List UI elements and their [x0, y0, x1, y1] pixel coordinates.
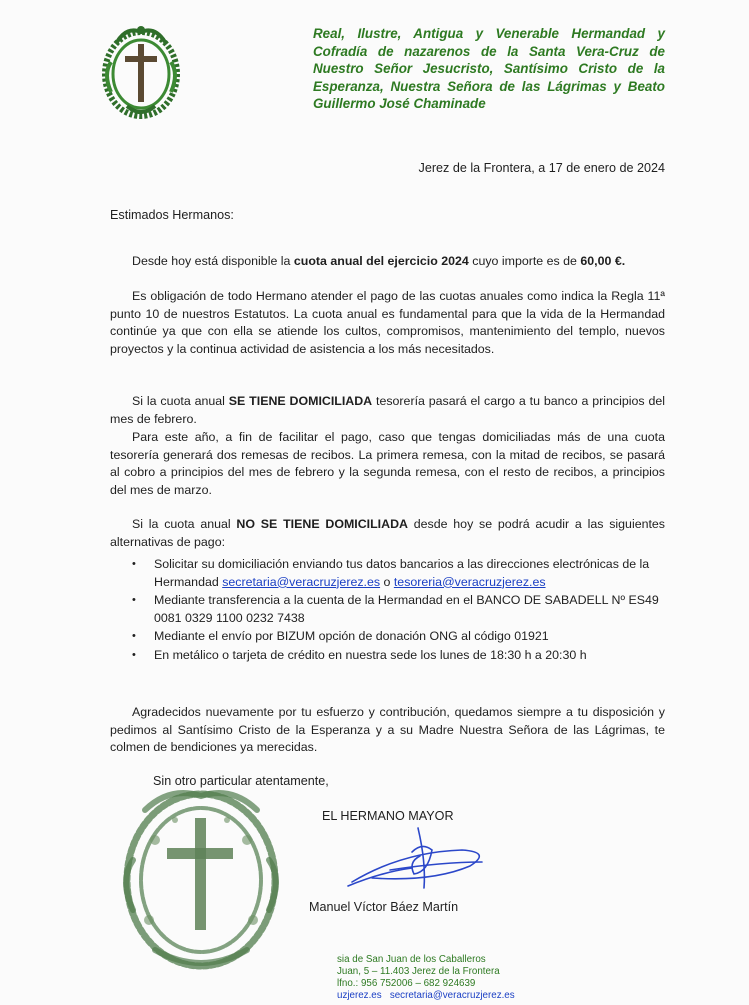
footer-line-4: uzjerez.es secretaria@veracruzjerez.es: [337, 990, 515, 1001]
list-item: • En metálico o tarjeta de crédito en nuestra sede los lunes de 18:30 h a 20:30 h: [110, 647, 665, 665]
footer-address: [337, 954, 515, 1002]
tesoreria-email-link[interactable]: tesoreria@veracruzjerez.es: [393, 574, 546, 589]
salutation: Estimados Hermanos:: [110, 208, 234, 222]
paragraph-thanks: Agradecidos nuevamente por tu esfuerzo y contribución, quedamos siempre a tu disposición y pedimos al Santísimo Cristo de la Esperanza y a su Madre Nuestra Señora de las Lágrimas, te colmen de bendiciones ya merecidas.: [110, 705, 665, 755]
bullet-icon: •: [132, 558, 136, 570]
bullet-icon: •: [132, 594, 136, 607]
role-label: EL HERMANO MAYOR: [322, 809, 454, 823]
secretaria-email-link[interactable]: secretaria@veracruzjerez.es: [222, 574, 381, 589]
paragraph-domiciled: Si la cuota anual SE TIENE DOMICILIADA tesorería pasará el cargo a tu banco a principios del mes de febrero.: [110, 394, 666, 426]
payment-options-list: [110, 556, 665, 666]
list-item: • Mediante transferencia a la cuenta de la Hermandad en el BANCO DE SABADELL Nº ES49 0081 0329 1100 0232 7438: [132, 593, 659, 625]
brotherhood-title: Real, Ilustre, Antigua y Venerable Hermandad y Cofradía de nazarenos de la Santa Vera-Cruz de Nuestro Señor Jesucristo, Santísimo Cristo de la Esperanza, Nuestra Señora de las Lágrimas y Beato Guillermo José Chaminade: [313, 26, 665, 112]
brotherhood-seal-stamp-icon: [115, 780, 287, 975]
signer-name: Manuel Víctor Báez Martín: [309, 900, 459, 914]
bullet-icon: •: [132, 648, 136, 661]
list-item: • Mediante el envío por BIZUM opción de donación ONG al código 01921: [110, 628, 665, 646]
footer-line-2: Juan, 5 – 11.403 Jerez de la Frontera: [337, 966, 500, 977]
paragraph-not-domiciled: Si la cuota anual NO SE TIENE DOMICILIADA desde hoy se podrá acudir a las siguientes alternativas de pago:: [110, 517, 666, 549]
brotherhood-crest-icon: [97, 22, 185, 122]
footer-line-1: sia de San Juan de los Caballeros: [337, 954, 486, 965]
paragraph-remittances: Para este año, a fin de facilitar el pago, caso que tengas domiciliadas más de una cuota tesorería generará dos remesas de recibos. La primera remesa, con la mitad de recibos, se pasará al cobro a principios del mes de febrero y la segunda remesa, con el resto de recibos, a principios del mes de marzo.: [110, 430, 665, 497]
closing-text: Sin otro particular atentamente,: [153, 774, 329, 788]
paragraph-annual-fee: Desde hoy está disponible la cuota anual del ejercicio 2024 cuyo importe es de 60,00 €.: [132, 254, 626, 268]
list-item: • Solicitar su domiciliación enviando tus datos bancarios a las direcciones electrónicas de la Hermandad secretaria@veracruzjerez.es o tesoreria@veracruzjerez.es: [132, 557, 650, 589]
handwritten-signature-icon: [342, 822, 502, 894]
paragraph-obligation: Es obligación de todo Hermano atender el pago de las cuotas anuales como indica la Regla 11ª punto 10 de nuestros Estatutos. La cuota anual es fundamental para que la vida de la Hermandad continúe ya que con ella se atiende los cultos, compromisos, mantenimiento del templo, nuevos proyectos y la continua actividad de asistencia a los más necesitados.: [110, 289, 665, 356]
footer-line-3: lfno.: 956 752006 – 682 924639: [337, 978, 476, 989]
bullet-icon: •: [132, 630, 136, 643]
letter-date: Jerez de la Frontera, a 17 de enero de 2024: [418, 161, 665, 175]
footer-email-link[interactable]: secretaria@veracruzjerez.es: [389, 990, 515, 1001]
